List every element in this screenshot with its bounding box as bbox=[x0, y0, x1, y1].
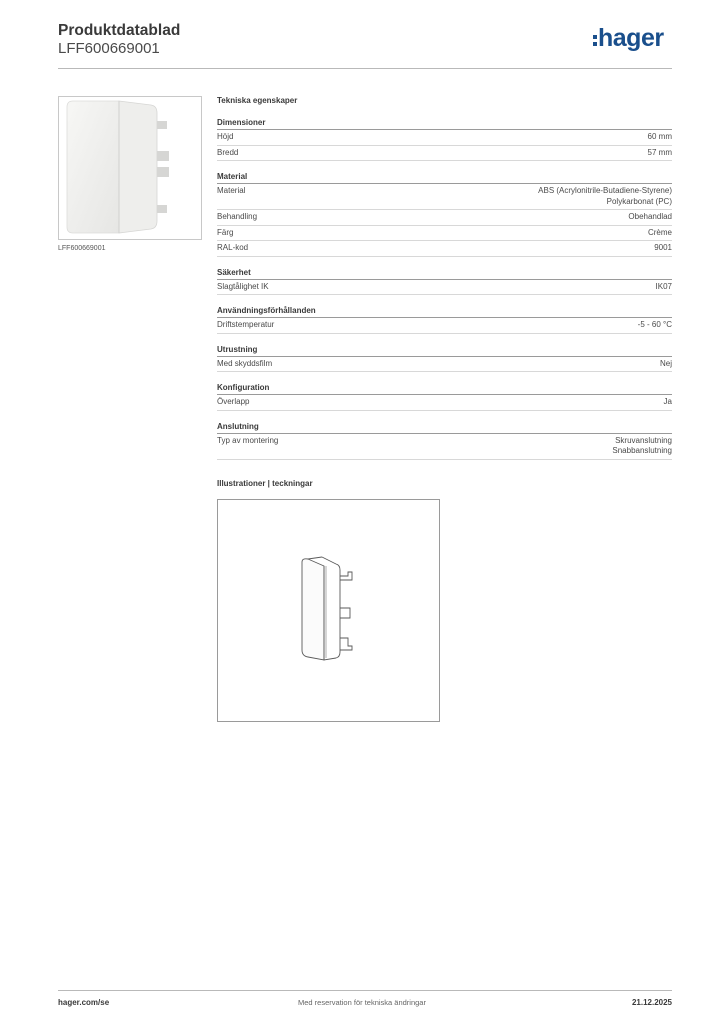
spec-row bbox=[217, 146, 672, 162]
footer-website-link[interactable]: hager.com/se bbox=[58, 998, 110, 1007]
product-photo bbox=[58, 96, 202, 240]
spec-label: Överlapp bbox=[217, 397, 250, 406]
spec-row bbox=[217, 434, 672, 460]
spec-row bbox=[217, 318, 672, 334]
spec-label: Behandling bbox=[217, 212, 258, 221]
spec-value: Crème bbox=[647, 227, 672, 237]
spec-value: 60 mm bbox=[647, 132, 672, 141]
footer-disclaimer: Med reservation för tekniska ändringar bbox=[298, 998, 426, 1007]
spec-value: -5 - 60 °C bbox=[637, 320, 672, 329]
spec-value: ABS (Acrylonitrile-Butadiene-Styrene) Polykarbonat (PC) bbox=[538, 186, 672, 206]
section-spacer bbox=[217, 460, 672, 464]
section-spacer bbox=[217, 295, 672, 299]
spec-label: Material bbox=[217, 186, 246, 195]
section-spacer bbox=[217, 372, 672, 376]
spec-row bbox=[217, 357, 672, 373]
spec-label: Driftstemperatur bbox=[217, 320, 275, 329]
spec-sections bbox=[217, 118, 672, 464]
illustration-drawing bbox=[217, 499, 440, 722]
spec-value: Ja bbox=[663, 397, 672, 406]
spec-value: Obehandlad bbox=[628, 212, 672, 221]
spec-row bbox=[217, 241, 672, 257]
section-spacer bbox=[217, 161, 672, 165]
section-heading: Användningsförhållanden bbox=[217, 306, 672, 318]
spec-row bbox=[217, 226, 672, 242]
page-title: Produktdatablad bbox=[58, 22, 181, 39]
section-heading: Anslutning bbox=[217, 422, 672, 434]
section-spacer bbox=[217, 257, 672, 261]
hager-logo[interactable] bbox=[593, 26, 664, 51]
spec-label: Färg bbox=[217, 227, 234, 237]
spec-row bbox=[217, 280, 672, 296]
section-heading: Konfiguration bbox=[217, 383, 672, 395]
spec-label: Bredd bbox=[217, 147, 239, 157]
spec-table bbox=[217, 96, 672, 464]
section-heading: Dimensioner bbox=[217, 118, 672, 130]
spec-label: Höjd bbox=[217, 132, 234, 141]
illustrations-title: Illustrationer | teckningar bbox=[217, 479, 313, 488]
spec-row bbox=[217, 184, 672, 210]
logo-text: hager bbox=[598, 24, 664, 52]
photo-caption: LFF600669001 bbox=[58, 245, 106, 252]
section-spacer bbox=[217, 411, 672, 415]
line-drawing-icon bbox=[218, 500, 439, 721]
spec-row bbox=[217, 130, 672, 146]
spec-row bbox=[217, 210, 672, 226]
spec-value: Skruvanslutning Snabbanslutning bbox=[612, 435, 672, 455]
section-spacer bbox=[217, 334, 672, 338]
section-heading: Material bbox=[217, 172, 672, 184]
product-code: LFF600669001 bbox=[58, 40, 160, 57]
section-heading: Säkerhet bbox=[217, 268, 672, 280]
header-divider bbox=[58, 68, 672, 69]
product-image-icon bbox=[59, 97, 201, 239]
spec-title: Tekniska egenskaper bbox=[217, 96, 298, 105]
spec-value: 9001 bbox=[654, 243, 672, 252]
footer-date: 21.12.2025 bbox=[631, 998, 672, 1007]
spec-value: IK07 bbox=[655, 281, 672, 291]
spec-label: Slagtålighet IK bbox=[217, 281, 269, 291]
footer-divider bbox=[58, 990, 672, 991]
spec-row bbox=[217, 395, 672, 411]
spec-value: 57 mm bbox=[647, 147, 672, 157]
spec-label: RAL-kod bbox=[217, 243, 249, 252]
section-heading: Utrustning bbox=[217, 345, 672, 357]
spec-label: Med skyddsfilm bbox=[217, 358, 273, 368]
spec-label: Typ av montering bbox=[217, 435, 279, 445]
spec-value: Nej bbox=[659, 358, 672, 368]
